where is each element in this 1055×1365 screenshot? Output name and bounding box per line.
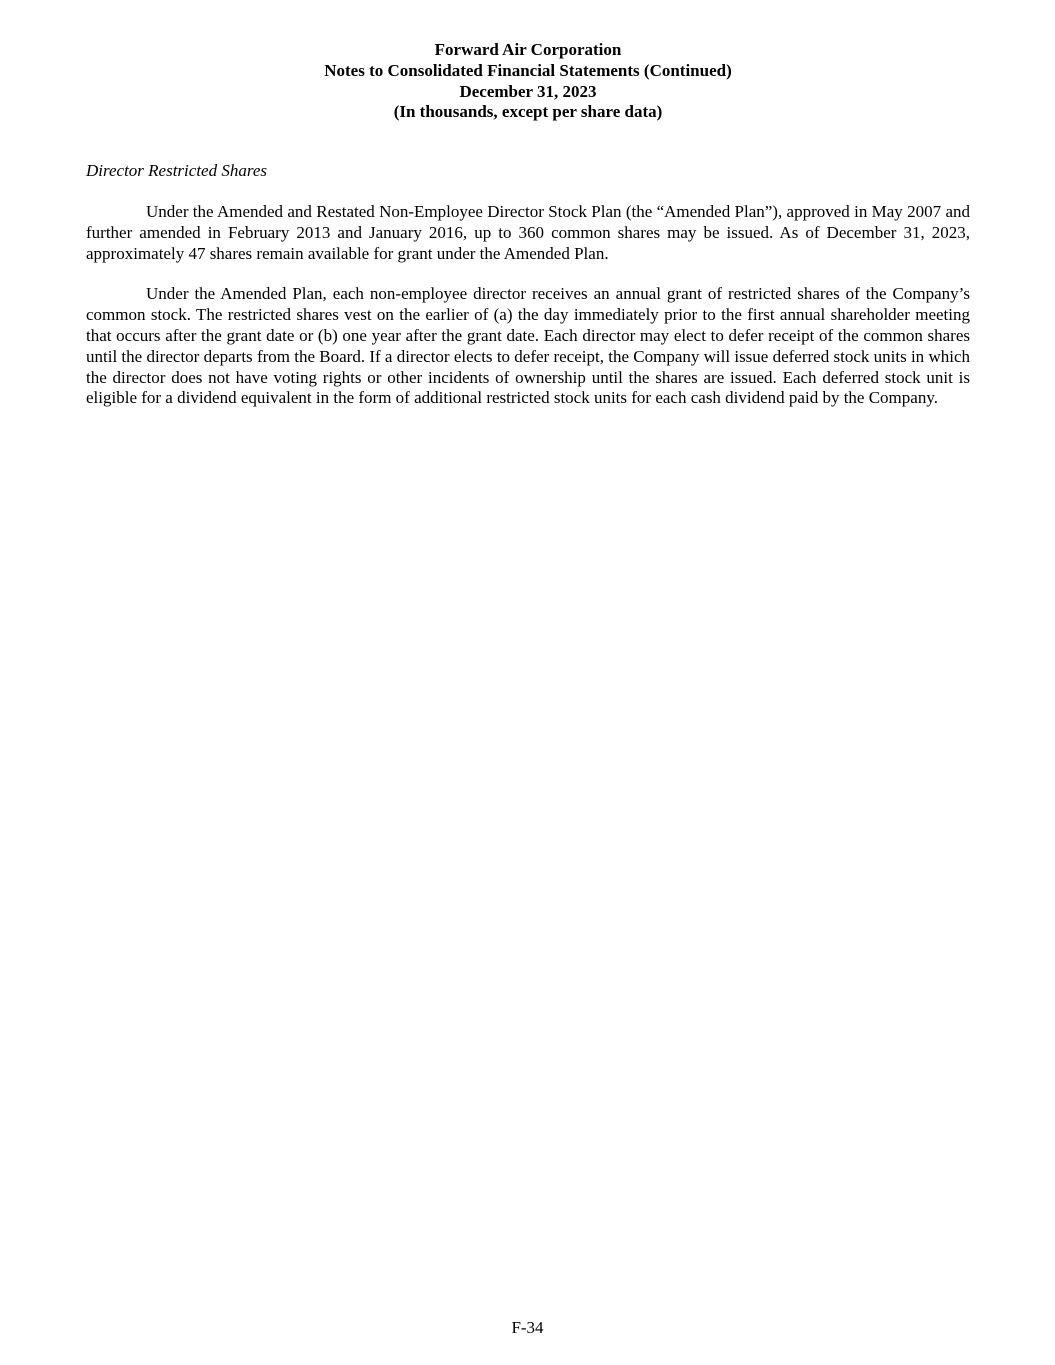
paragraph: Under the Amended and Restated Non-Employee Director Stock Plan (the “Amended Plan”), approved in May 2007 and further amended in February 2013 and January 2016, up to 360 common shares may be issued. As of December 31, 2023, approximately 47 shares remain available for grant under the Amended Plan. bbox=[86, 201, 970, 263]
document-content bbox=[0, 0, 1055, 409]
units-note: (In thousands, except per share data) bbox=[393, 102, 663, 122]
document-title: Notes to Consolidated Financial Statements (Continued) bbox=[324, 60, 732, 80]
company-name: Forward Air Corporation bbox=[434, 40, 622, 59]
statement-date: December 31, 2023 bbox=[459, 81, 597, 101]
page-number: F-34 bbox=[511, 1318, 544, 1338]
paragraph: Under the Amended Plan, each non-employee director receives an annual grant of restricted shares of the Company’s common stock. The restricted shares vest on the earlier of (a) the day immediately prior to the first annual shareholder meeting that occurs after the grant date or (b) one year after the grant date. Each director may elect to defer receipt of the common shares until the director departs from the Board. If a director elects to defer receipt, the Company will issue deferred stock units in which the director does not have voting rights or other incidents of ownership until the shares are issued. Each deferred stock unit is eligible for a dividend equivalent in the form of additional restricted stock units for each cash dividend paid by the Company. bbox=[86, 284, 970, 408]
document-header bbox=[86, 40, 970, 123]
section-heading: Director Restricted Shares bbox=[86, 161, 267, 181]
